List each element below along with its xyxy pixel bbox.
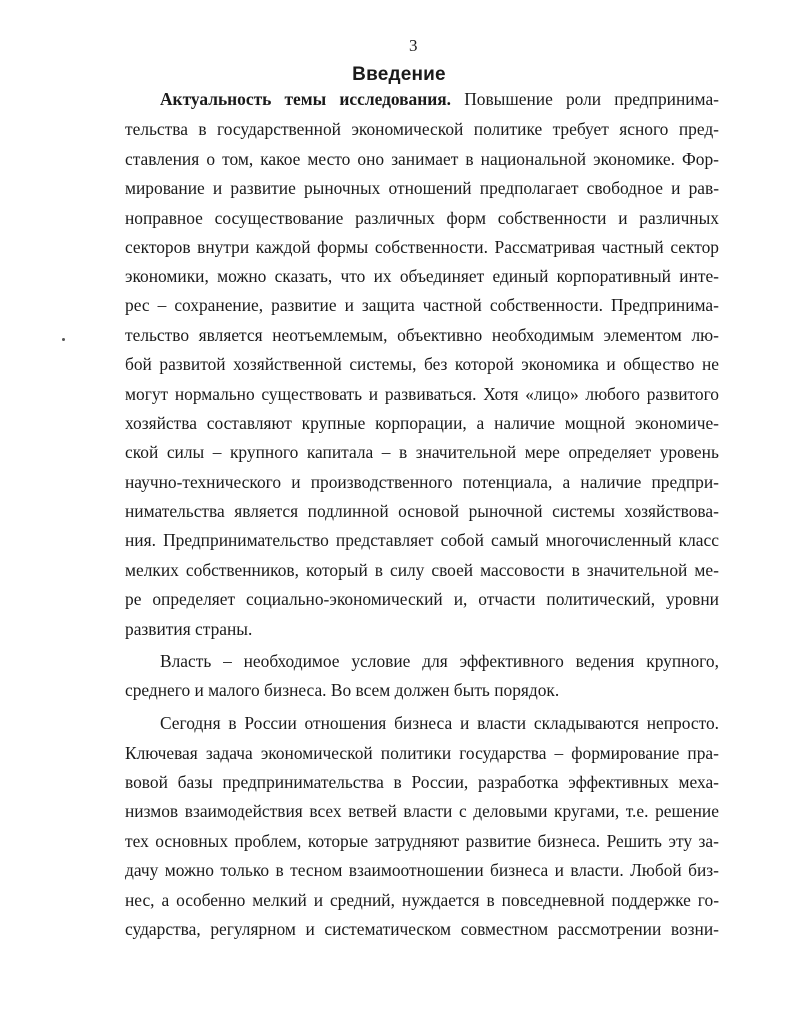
text-line: научно-технического и производственного потенциала, а наличие предпри- [125, 472, 719, 492]
text-line: ской силы – крупного капитала – в значительной мере определяет уровень [125, 442, 719, 462]
text-line: мелких собственников, который в силу своей массовости в значительной ме- [125, 560, 719, 580]
section-heading: Введение [352, 64, 446, 85]
text-line: ставления о том, какое место оно занимает в национальной экономике. Фор- [125, 149, 719, 169]
text-line: среднего и малого бизнеса. Во всем должен быть порядок. [125, 680, 560, 700]
text-line: Сегодня в России отношения бизнеса и власти складываются непросто. [160, 713, 719, 733]
text-line: ния. Предпринимательство представляет собой самый многочисленный класс [125, 530, 719, 550]
text-line: нимательства является подлинной основой рыночной системы хозяйствова- [125, 501, 719, 521]
text-line: развития страны. [125, 619, 253, 639]
text-line: рес – сохранение, развитие и защита частной собственности. Предпринима- [125, 295, 719, 315]
text-line: тех основных проблем, которые затрудняют развитие бизнеса. Решить эту за- [125, 831, 719, 851]
text-line: Актуальность темы исследования. Повышение роли предпринима- [160, 89, 719, 109]
text-line: нес, а особенно мелкий и средний, нуждается в повседневной поддержке го- [125, 890, 719, 910]
text-line: ре определяет социально-экономический и, отчасти политический, уровни [125, 589, 719, 609]
text-line: экономики, можно сказать, что их объединяет единый корпоративный инте- [125, 266, 719, 286]
text-line: тельство является неотъемлемым, объективно необходимым элементом лю- [125, 325, 719, 345]
text-line: секторов внутри каждой формы собственности. Рассматривая частный сектор [125, 237, 719, 257]
text-line: тельства в государственной экономической политике требует ясного пред- [125, 119, 719, 139]
text-line: бой развитой хозяйственной системы, без которой экономика и общество не [125, 354, 719, 374]
text-line: хозяйства составляют крупные корпорации, а наличие мощной экономиче- [125, 413, 719, 433]
margin-mark [62, 338, 65, 341]
text-line: могут нормально существовать и развиваться. Хотя «лицо» любого развитого [125, 384, 719, 404]
text-line: Ключевая задача экономической политики государства – формирование пра- [125, 743, 719, 763]
text-line: сударства, регулярном и систематическом совместном рассмотрении возни- [125, 919, 719, 939]
page-number: 3 [409, 36, 418, 55]
text-line: мирование и развитие рыночных отношений предполагает свободное и рав- [125, 178, 719, 198]
text-line: дачу можно только в тесном взаимоотношении бизнеса и власти. Любой биз- [125, 860, 719, 880]
text-line: низмов взаимодействия всех ветвей власти с деловыми кругами, т.е. решение [125, 801, 719, 821]
text-line: Власть – необходимое условие для эффективного ведения крупного, [160, 651, 719, 671]
text-line: ноправное сосуществование различных форм собственности и различных [125, 208, 719, 228]
text-line: вовой базы предпринимательства в России, разработка эффективных меха- [125, 772, 719, 792]
